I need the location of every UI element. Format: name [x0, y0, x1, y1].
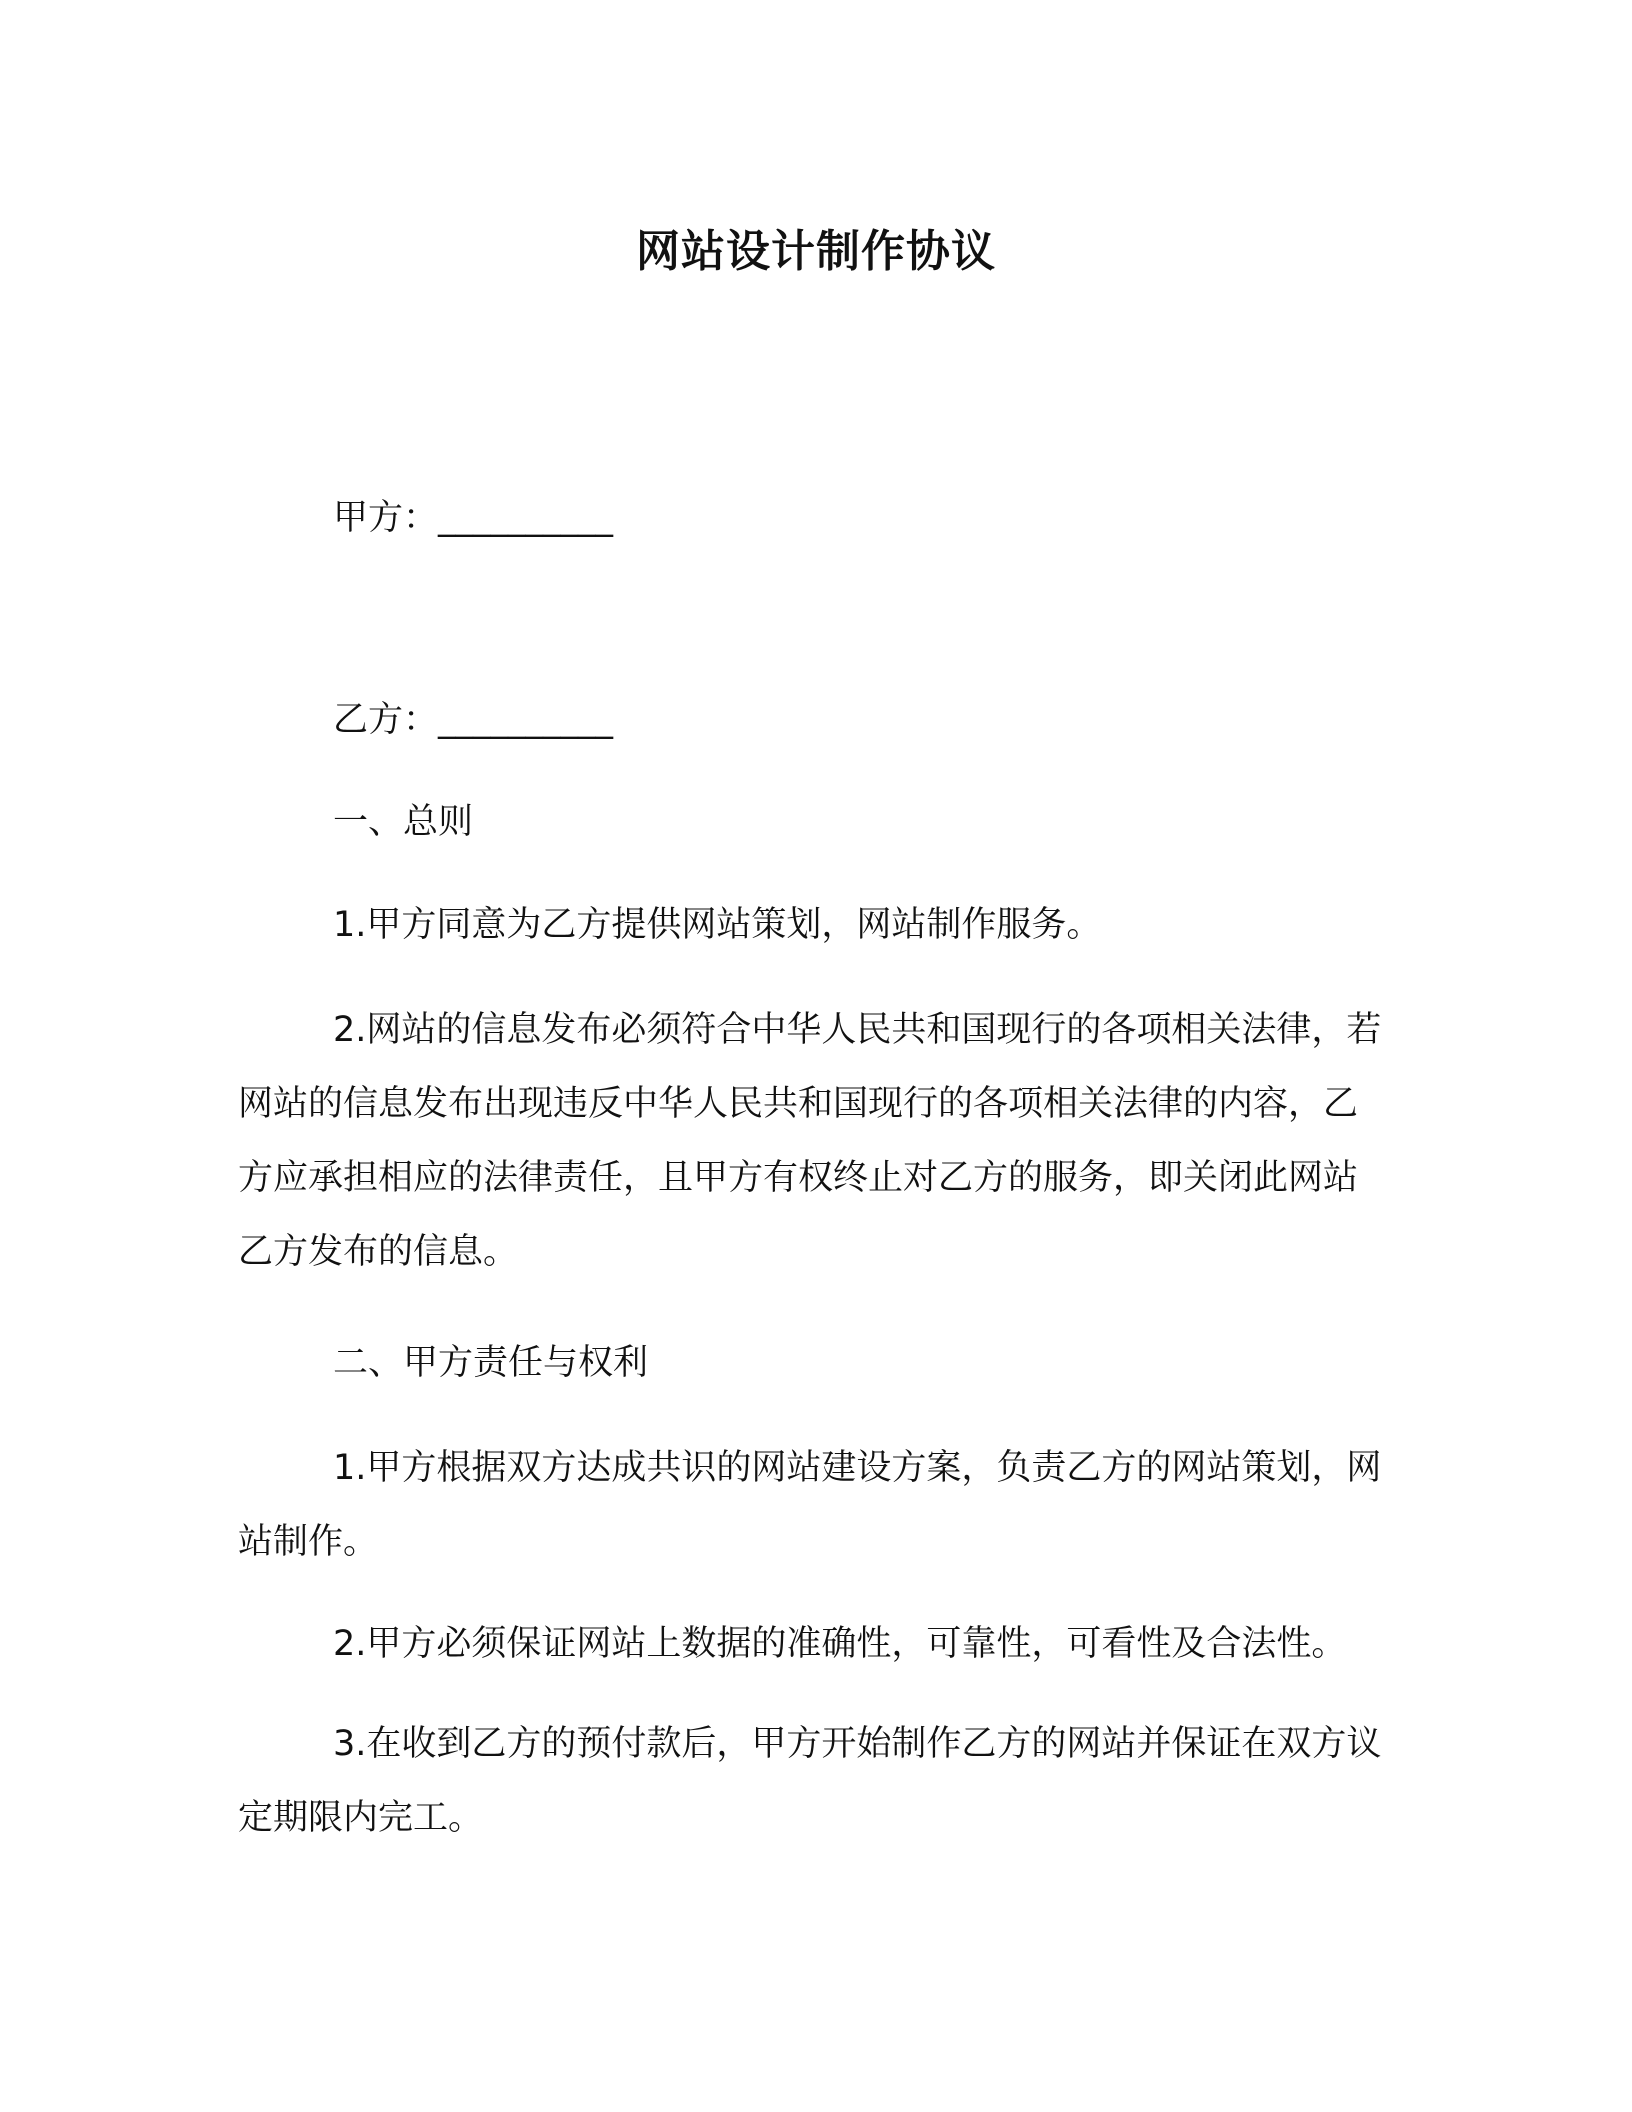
section2-heading: 二、甲方责任与权利 [333, 1343, 649, 1383]
document-title: 网站设计制作协议 [636, 226, 996, 277]
party-a-line: 甲方：__________ [333, 498, 614, 538]
section2-item-2: 2.甲方必须保证网站上数据的准确性，可靠性，可看性及合法性。 [333, 1624, 1347, 1664]
section2-item-1: 1.甲方根据双方达成共识的网站建设方案，负责乙方的网站策划，网站制作。 [238, 1448, 1382, 1562]
section1-item-1: 1.甲方同意为乙方提供网站策划，网站制作服务。 [333, 905, 1102, 945]
section2-item-3: 3.在收到乙方的预付款后，甲方开始制作乙方的网站并保证在双方议定期限内完工。 [238, 1724, 1382, 1838]
party-b-line: 乙方：__________ [333, 700, 614, 740]
section1-item-2: 2.网站的信息发布必须符合中华人民共和国现行的各项相关法律，若网站的信息发布出现违反中华人民共和国现行的各项相关法律的内容，乙方应承担相应的法律责任，且甲方有权终止对乙方的服务，即关闭此网站乙方发布的信息。 [238, 1010, 1382, 1272]
section1-heading: 一、总则 [333, 802, 474, 842]
